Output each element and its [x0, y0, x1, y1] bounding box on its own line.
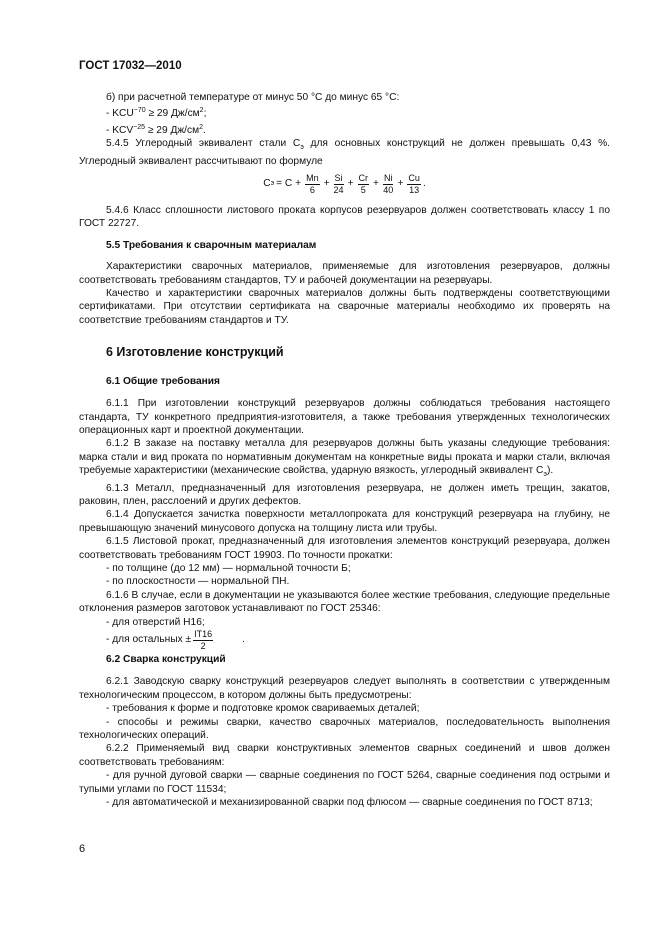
- list-item-flatness: - по плоскостности — нормальной ПН.: [106, 576, 290, 588]
- page-number: 6: [79, 843, 86, 855]
- kcv-line: - $KCV^{-25} \ge 29$ $Дж/см^2$.: [106, 123, 206, 136]
- paragraph-5-5-a: Характеристики сварочных материалов, применяемые для изготовления резервуаров, должны соответствовать требованиям стандартов, ТУ и рабочей документации на резервуары.: [79, 261, 610, 286]
- list-item-automatic-welding: - для автоматической и механизированной сварки под флюсом — сварные соединения по ГОСТ 8713;: [106, 797, 593, 809]
- paragraph-5-4-6: 5.4.6 Класс сплошности листового проката корпусов резервуаров должен соответствовать классу 1 по ГОСТ 22727.: [79, 205, 610, 230]
- heading-6-2: 6.2 Сварка конструкций: [106, 654, 226, 665]
- list-item-thickness: - по толщине (до 12 мм) — нормальной точности Б;: [106, 562, 351, 574]
- paragraph-6-1-6: 6.1.6 В случае, если в документации не указываются более жесткие требования, следующие предельные отклонения размеров заготовок устанавливают по ГОСТ 25346:: [79, 589, 610, 615]
- paragraph-6-1-3: 6.1.3 Металл, предназначенный для изготовления резервуара, не должен иметь трещин, закатов, раковин, плен, расслоений и других дефектов.: [79, 482, 610, 507]
- fraction-cu: $\frac{Cu}{13}$: [408, 172, 420, 195]
- paragraph-6-1-5: 6.1.5 Листовой прокат, предназначенный для изготовления элементов конструкций резервуара, должен соответствовать требованиям ГОСТ 19903. По точности прокатки:: [79, 536, 610, 561]
- paragraph-b: б) при расчетной температуре от минус 50 °С до минус 65 °С:: [106, 92, 400, 103]
- fraction-cr: $\frac{Cr}{5}$: [358, 172, 369, 195]
- paragraph-5-4-5: 5.4.5 Углеродный эквивалент стали $С_э$ для основных конструкций не должен превышать 0,43 %. Углеродный эквивалент рассчитывают по формуле: [79, 138, 610, 167]
- list-item-holes: - для отверстий Н16;: [106, 616, 205, 628]
- fraction-ni: $\frac{Ni}{40}$: [383, 172, 394, 195]
- kcu-line: - $KCU^{-70} \ge 29$ $Дж/см^2$;: [106, 107, 207, 120]
- fraction-si: $\frac{Si}{24}$: [333, 172, 344, 195]
- list-item-manual-welding: - для ручной дуговой сварки — сварные соединения по ГОСТ 5264, сварные соединения под острыми и тупыми углами по ГОСТ 11534;: [79, 770, 610, 795]
- paragraph-5-5-b: Качество и характеристики сварочных материалов должны быть подтверждены соответствующими сертификатами. При отсутствии сертификата на сварочные материалы необходимо их проверять на соответствие требованиям стандартов и ТУ.: [79, 288, 610, 326]
- document-header: ГОСТ 17032—2010: [79, 60, 182, 72]
- list-item-edges: - требования к форме и подготовке кромок свариваемых деталей;: [106, 703, 420, 715]
- carbon-equivalent-formula: С э = С + $\frac{Mn}{6}$ + $\frac{Si}{24}$ + $\frac{Cr}{5}$ + $\frac{Ni}{40}$ + $\frac{Cu}{13}$ .: [263, 172, 426, 195]
- paragraph-6-1-1: 6.1.1 При изготовлении конструкций резервуаров должны соблюдаться требования настоящего стандарта, ТУ конкретного предприятия-изготовителя, а также требования утвержденных технологических операционных карт и проектной документации.: [79, 398, 610, 436]
- list-item-others: - для остальных ± $\frac{IT16}{2}$ .: [106, 628, 246, 651]
- paragraph-6-2-1: 6.2.1 Заводскую сварку конструкций резервуаров следует выполнять в соответствии с утвержденным технологическим процессом, в котором должны быть предусмотрены:: [79, 676, 610, 701]
- heading-6-1: 6.1 Общие требования: [106, 375, 220, 387]
- document-body: [79, 91, 610, 809]
- heading-6: 6 Изготовление конструкций: [106, 345, 284, 360]
- heading-5-5: 5.5 Требования к сварочным материалам: [106, 239, 317, 251]
- fraction-mn: $\frac{Mn}{6}$: [306, 172, 319, 195]
- paragraph-6-1-2: 6.1.2 В заказе на поставку металла для резервуаров должны быть указаны следующие требования: марка стали и вид проката по нормативным документам на конкретные виды проката и марки стали, включая требуемые характеристики (механические свойства, ударную вязкость, углеродный эквивалент $С_э$).: [79, 438, 610, 479]
- paragraph-6-1-4: 6.1.4 Допускается зачистка поверхности металлопроката для конструкций резервуара на глубину, не превышающую значений минусового допуска на толщину листа или трубы.: [79, 509, 610, 534]
- list-item-methods: - способы и режимы сварки, качество сварочных материалов, последовательность выполнения технологических операций.: [79, 716, 610, 742]
- paragraph-6-2-2: 6.2.2 Применяемый вид сварки конструктивных элементов сварных соединений и швов должен соответствовать требованиям:: [79, 743, 610, 768]
